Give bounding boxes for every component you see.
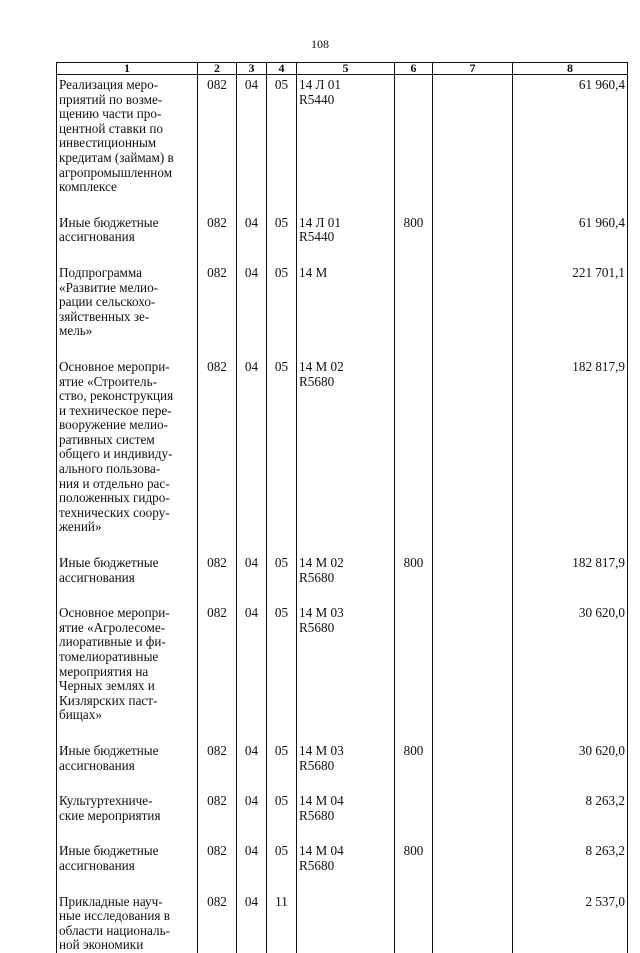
row-target-item: 14 М bbox=[297, 263, 395, 357]
col-header-2: 2 bbox=[198, 63, 237, 75]
table-row bbox=[57, 553, 628, 603]
row-subsection: 11 bbox=[267, 892, 297, 953]
page-number: 108 bbox=[311, 37, 329, 51]
row-target-item: 14 М 04 R5680 bbox=[297, 791, 395, 841]
row-name: Иные бюджетные ассигнования bbox=[57, 741, 198, 791]
row-expense-type bbox=[395, 791, 433, 841]
row-name: Иные бюджетные ассигнования bbox=[57, 213, 198, 263]
row-expense-type: 800 bbox=[395, 553, 433, 603]
row-target-item: 14 Л 01 R5440 bbox=[297, 213, 395, 263]
row-target-item: 14 М 03 R5680 bbox=[297, 603, 395, 741]
row-section: 04 bbox=[237, 841, 267, 891]
row-target-item: 14 М 04 R5680 bbox=[297, 841, 395, 891]
col-header-5: 5 bbox=[297, 63, 395, 75]
row-col7 bbox=[433, 75, 513, 213]
row-subsection: 05 bbox=[267, 553, 297, 603]
row-section: 04 bbox=[237, 263, 267, 357]
row-section: 04 bbox=[237, 603, 267, 741]
row-amount: 221 701,1 bbox=[513, 263, 628, 357]
table-row bbox=[57, 213, 628, 263]
row-target-item bbox=[297, 892, 395, 953]
row-col7 bbox=[433, 791, 513, 841]
row-section: 04 bbox=[237, 213, 267, 263]
table-row bbox=[57, 263, 628, 357]
row-gr-code: 082 bbox=[198, 263, 237, 357]
col-header-8: 8 bbox=[513, 63, 628, 75]
row-subsection: 05 bbox=[267, 357, 297, 553]
header-row bbox=[57, 63, 628, 75]
table-row bbox=[57, 357, 628, 553]
row-name: Прикладные науч- ные исследования в области националь- ной экономики bbox=[57, 892, 198, 953]
col-header-3: 3 bbox=[237, 63, 267, 75]
row-name: Реализация меро- приятий по возме- щению части про- центной ставки по инвестиционным кредитам (займам) в агропромышленном комплексе bbox=[57, 75, 198, 213]
row-gr-code: 082 bbox=[198, 75, 237, 213]
row-subsection: 05 bbox=[267, 741, 297, 791]
row-subsection: 05 bbox=[267, 603, 297, 741]
col-header-7: 7 bbox=[433, 63, 513, 75]
row-section: 04 bbox=[237, 75, 267, 213]
row-amount: 30 620,0 bbox=[513, 741, 628, 791]
row-expense-type bbox=[395, 603, 433, 741]
row-gr-code: 082 bbox=[198, 357, 237, 553]
row-col7 bbox=[433, 263, 513, 357]
table-row bbox=[57, 791, 628, 841]
row-name: Культуртехниче- ские мероприятия bbox=[57, 791, 198, 841]
row-subsection: 05 bbox=[267, 841, 297, 891]
row-amount: 61 960,4 bbox=[513, 213, 628, 263]
row-amount: 30 620,0 bbox=[513, 603, 628, 741]
table-row bbox=[57, 75, 628, 213]
row-target-item: 14 Л 01 R5440 bbox=[297, 75, 395, 213]
row-gr-code: 082 bbox=[198, 892, 237, 953]
row-gr-code: 082 bbox=[198, 841, 237, 891]
row-subsection: 05 bbox=[267, 791, 297, 841]
row-target-item: 14 М 03 R5680 bbox=[297, 741, 395, 791]
row-gr-code: 082 bbox=[198, 741, 237, 791]
row-expense-type bbox=[395, 75, 433, 213]
row-amount: 61 960,4 bbox=[513, 75, 628, 213]
table-row bbox=[57, 892, 628, 953]
col-header-6: 6 bbox=[395, 63, 433, 75]
row-name: Иные бюджетные ассигнования bbox=[57, 841, 198, 891]
row-expense-type: 800 bbox=[395, 741, 433, 791]
row-name: Подпрограмма «Развитие мелио- рации сельскохо- зяйственных зе- мель» bbox=[57, 263, 198, 357]
row-expense-type: 800 bbox=[395, 213, 433, 263]
row-col7 bbox=[433, 841, 513, 891]
row-col7 bbox=[433, 553, 513, 603]
row-expense-type: 800 bbox=[395, 841, 433, 891]
row-expense-type bbox=[395, 263, 433, 357]
row-section: 04 bbox=[237, 892, 267, 953]
row-subsection: 05 bbox=[267, 75, 297, 213]
col-header-4: 4 bbox=[267, 63, 297, 75]
row-amount: 182 817,9 bbox=[513, 553, 628, 603]
row-subsection: 05 bbox=[267, 213, 297, 263]
row-amount: 182 817,9 bbox=[513, 357, 628, 553]
row-gr-code: 082 bbox=[198, 213, 237, 263]
row-amount: 8 263,2 bbox=[513, 791, 628, 841]
row-name: Основное меропри- ятие «Строитель- ство, реконструкция и техническое пере- вооружение мелио- ративных систем общего и индивиду- ального пользова- ния и отдельно рас- положенных гидро- технических соору- жений» bbox=[57, 357, 198, 553]
row-gr-code: 082 bbox=[198, 791, 237, 841]
row-amount: 2 537,0 bbox=[513, 892, 628, 953]
row-target-item: 14 М 02 R5680 bbox=[297, 553, 395, 603]
row-col7 bbox=[433, 892, 513, 953]
row-section: 04 bbox=[237, 791, 267, 841]
row-name: Основное меропри- ятие «Агролесоме- лиоративные и фи- томелиоративные мероприятия на Черных землях и Кизлярских паст- бищах» bbox=[57, 603, 198, 741]
row-gr-code: 082 bbox=[198, 553, 237, 603]
row-section: 04 bbox=[237, 553, 267, 603]
row-amount: 8 263,2 bbox=[513, 841, 628, 891]
table-row bbox=[57, 741, 628, 791]
budget-table bbox=[56, 62, 628, 953]
row-gr-code: 082 bbox=[198, 603, 237, 741]
row-target-item: 14 М 02 R5680 bbox=[297, 357, 395, 553]
row-col7 bbox=[433, 357, 513, 553]
row-section: 04 bbox=[237, 741, 267, 791]
col-header-1: 1 bbox=[57, 63, 198, 75]
row-expense-type bbox=[395, 357, 433, 553]
row-expense-type bbox=[395, 892, 433, 953]
row-col7 bbox=[433, 213, 513, 263]
row-subsection: 05 bbox=[267, 263, 297, 357]
table-row bbox=[57, 841, 628, 891]
row-col7 bbox=[433, 603, 513, 741]
row-section: 04 bbox=[237, 357, 267, 553]
row-name: Иные бюджетные ассигнования bbox=[57, 553, 198, 603]
table-row bbox=[57, 603, 628, 741]
row-col7 bbox=[433, 741, 513, 791]
